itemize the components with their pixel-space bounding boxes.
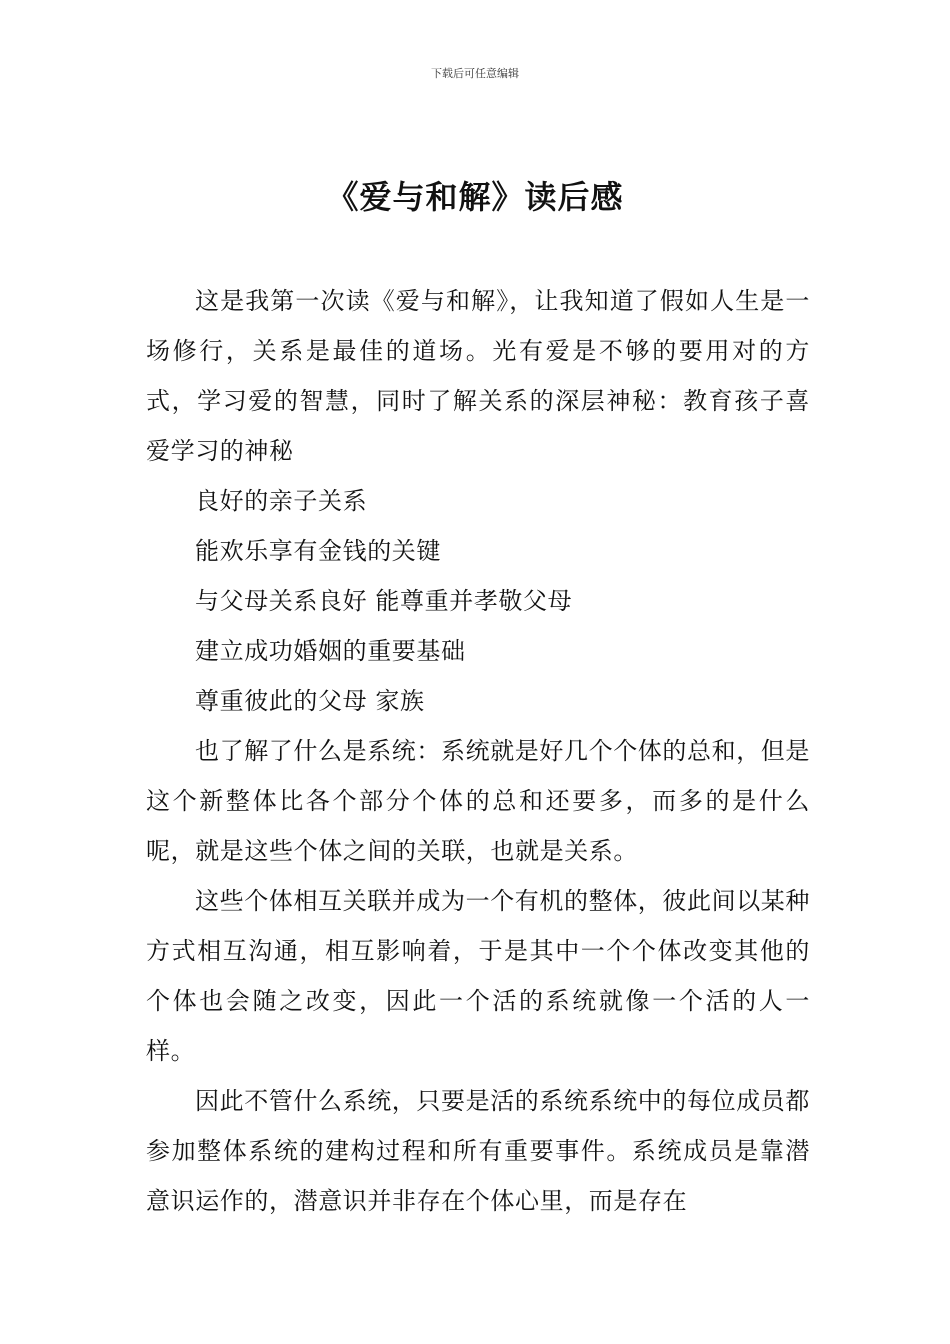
document-title: 《爱与和解》读后感: [326, 178, 624, 216]
document-body: [146, 276, 810, 1226]
paragraph-item-parents: 与父母关系良好 能尊重并孝敬父母: [195, 587, 573, 615]
paragraph-item-parent-child: 良好的亲子关系: [195, 487, 368, 515]
paragraph-system-organic: 这些个体相互关联并成为一个有机的整体，彼此间以某种方式相互沟通，相互影响着，于是其中一个个体改变其他的个体也会随之改变，因此一个活的系统就像一个活的人一样。: [146, 887, 810, 1065]
header-note: 下载后可任意编辑: [431, 67, 519, 80]
paragraph-system-members: 因此不管什么系统，只要是活的系统系统中的每位成员都参加整体系统的建构过程和所有重要事件。系统成员是靠潜意识运作的，潜意识并非存在个体心里，而是存在: [146, 1087, 810, 1215]
paragraph-item-money: 能欢乐享有金钱的关键: [195, 537, 441, 565]
paragraph-system-definition: 也了解了什么是系统：系统就是好几个个体的总和，但是这个新整体比各个部分个体的总和还要多，而多的是什么呢，就是这些个体之间的关联，也就是关系。: [146, 737, 810, 865]
paragraph-item-marriage: 建立成功婚姻的重要基础: [195, 637, 466, 665]
paragraph-item-family: 尊重彼此的父母 家族: [195, 687, 425, 715]
paragraph-intro: 这是我第一次读《爱与和解》，让我知道了假如人生是一场修行，关系是最佳的道场。光有爱是不够的要用对的方式，学习爱的智慧，同时了解关系的深层神秘：教育孩子喜爱学习的神秘: [146, 287, 810, 465]
